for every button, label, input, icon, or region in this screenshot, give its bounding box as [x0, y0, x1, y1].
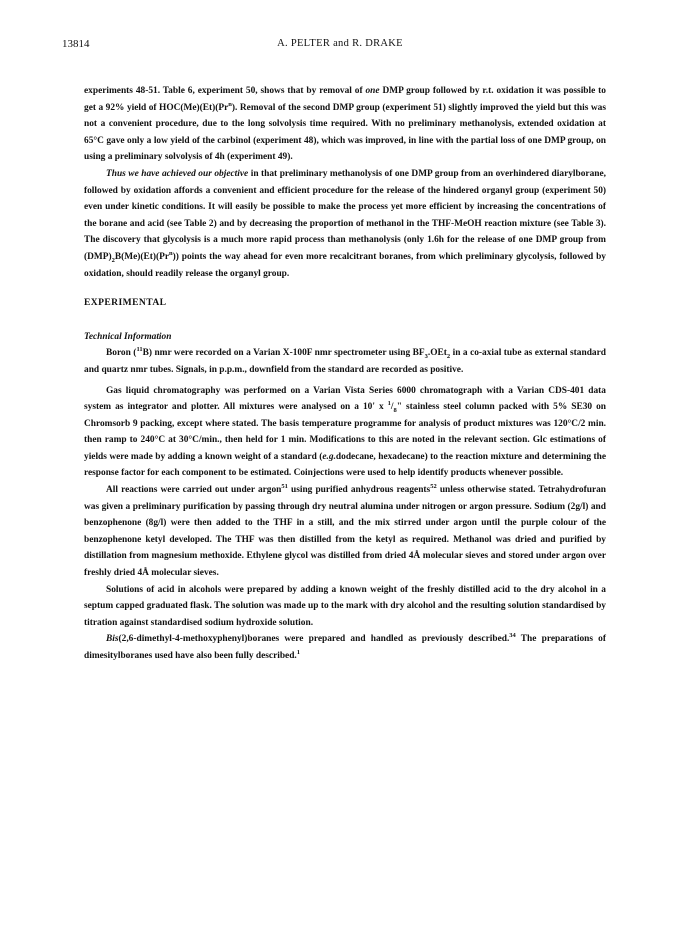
- text-run: B) nmr were recorded on a Varian X-100F nmr spectrometer using BF: [142, 348, 425, 359]
- text-run: The preparations of dimesitylboranes used have also been fully described.: [84, 634, 606, 661]
- page-number: 13814: [62, 38, 90, 50]
- superscript: 34: [509, 632, 516, 640]
- subheading-technical-information: Technical Information: [84, 331, 172, 342]
- text-run: in a co-axial tube as external standard and quartz nmr tubes. Signals, in p.p.m., downfield from the standard are recorded as positive.: [84, 348, 606, 375]
- superscript: 11: [136, 346, 143, 354]
- text-run: using purified anhydrous reagents: [287, 485, 431, 496]
- emphasis-eg: e.g.: [322, 451, 336, 462]
- section-heading-experimental: EXPERIMENTAL: [84, 297, 167, 309]
- page-header: [62, 38, 618, 52]
- text-run: experiments 48-51. Table 6, experiment 50, shows that by removal of: [84, 86, 366, 96]
- text-run: )) points the way ahead for even more recalcitrant boranes, from which preliminary glycolysis, followed by oxidation, should readily release the organyl group.: [84, 251, 606, 279]
- text-run: in that preliminary methanolysis of one DMP group from an overhindered diarylborane, followed by oxidation affords a convenient and efficient procedure for the release of the hindered organyl group (experiment 50) even under kinetic conditions. It will easily be possible to make the process yet more efficient by increasing the concentrations of the borane and acid (see Table 2) and by decreasing the proportion of methanol in the THF-MeOH reaction mixture (see Table 3). The discovery that glycolysis is a much more rapid process than methanolysis (only 1.6h for the release of one DMP group from (DMP): [84, 168, 606, 262]
- emphasis-one: one: [365, 86, 380, 96]
- text-run: " stainless steel column packed with 5% SE30 on Chromsorb 9 packing, except where stated. The basis temperature programme for analysis of product mixtures was 120°C/2 min. then ramp to 240°C at 30°C/min., then held for 1 min. Modifications to this are noted in the relevant section. Glc estimations of yields were made by adding a known weight of a standard (: [84, 402, 606, 462]
- superscript: 51: [281, 482, 288, 490]
- text-run: (2,6-dimethyl-4-methoxyphenyl)boranes were prepared and handled as previously described.: [118, 634, 510, 645]
- running-title: A. PELTER and R. DRAKE: [277, 38, 403, 49]
- fraction-denominator: 8: [393, 406, 397, 414]
- paragraph-boranes: [84, 631, 606, 664]
- subscript: 2: [446, 353, 451, 361]
- text-run: DMP group followed by r.t. oxidation it was possible to get a 92% yield of HOC(Me)(Et)(Pr: [84, 86, 606, 113]
- paragraph-boron-nmr: [84, 345, 606, 378]
- text-run: .OEt: [427, 348, 447, 359]
- article-body: [84, 83, 606, 665]
- text-run: B(Me)(Et)(Pr: [114, 251, 169, 262]
- text-run: All reactions were carried out under argon: [106, 485, 282, 496]
- superscript: n: [168, 249, 173, 257]
- superscript: 1: [296, 648, 301, 656]
- text-run: ). Removal of the second DMP group (experiment 51) slightly improved the yield but this was not a convenient procedure, due to the long solvolysis time required. With no preliminary methanolysis, extended oxidation at 65°C gave only a low yield of the carbinol (experiment 48), which was improved, in line with the partial loss of one DMP group, on using a preliminary solvolysis of 4h (experiment 49).: [84, 102, 606, 163]
- paragraph-conclusion: [84, 166, 606, 282]
- fraction-numerator: 1: [387, 399, 391, 407]
- paragraph-acid-solutions: [84, 582, 606, 632]
- paragraph-gas-chromatography: Gas liquid chromatography was performed on a Varian Vista Series 6000 chromatograph with a Varian CDS-401 data system as integrator and plotter. All mixtures were analysed on a 10' x $^1/_8$" stainless steel column packed with 5% SE30 on Chromsorb 9 packing, except where stated. The basis temperature programme for analysis of product mixtures was 120°C/2 min. then ramp to 240°C at 30°C/min., then held for 1 min. Modifications to this are noted in the relevant section. Glc estimations of yields were made by adding a known weight of a standard (e.g.dodecane, hexadecane) to the reaction mixture and determining the response factor for each component to be estimated. Coinjections were used to help identify products whenever possible.: [84, 385, 606, 479]
- subscript: 3: [424, 353, 428, 361]
- text-run: unless otherwise stated. Tetrahydrofuran was given a preliminary purification by passing through dry neutral alumina under nitrogen or argon pressure. Sodium (2g/l) and benzophenone (8g/l) were then added to the THF in a still, and the mix stirred under argon until the purple colour of the benzophenone ketyl developed. The THF was then distilled from the ketyl as required. Methanol was dried and purified by distillation from magnesium methoxide. Ethylene glycol was distilled from dried 4Å molecular sieves and stored under argon over freshly dried 4Å molecular sieves.: [84, 485, 607, 579]
- text-run: Solutions of acid in alcohols were prepared by adding a known weight of the freshly distilled acid to the dry alcohol in a septum capped graduated flask. The solution was made up to the mark with dry alcohol and the resulting solution standardised by titration against standardised sodium hydroxide solution.: [84, 584, 606, 628]
- emphasis-lead: Thus we have achieved our objective: [106, 168, 249, 179]
- text-run: Boron (: [106, 348, 137, 359]
- paragraph-results: [84, 83, 606, 166]
- emphasis-bis: Bis: [106, 634, 119, 645]
- superscript: 52: [430, 482, 437, 490]
- superscript: n: [228, 100, 232, 108]
- text-run: dodecane, hexadecane) to the reaction mixture and determining the response factor for each component to be estimated. Coinjections were used to help identify products whenever possible.: [84, 451, 606, 479]
- paragraph-argon-reagents: [84, 482, 606, 582]
- subscript: 2: [111, 256, 115, 264]
- text-run: Gas liquid chromatography was performed on a Varian Vista Series 6000 chromatograph with a Varian CDS-401 data system as integrator and plotter. All mixtures were analysed on a 10' x: [84, 385, 606, 413]
